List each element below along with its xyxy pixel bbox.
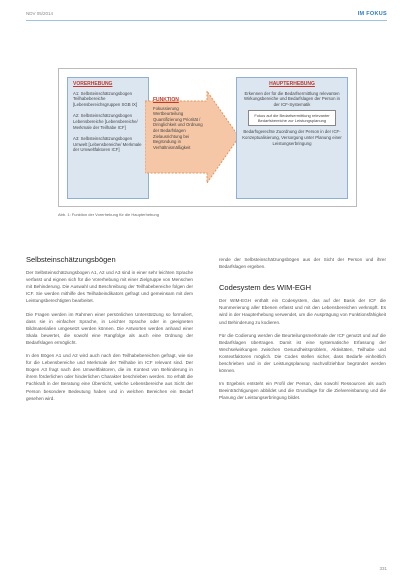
header-issue: NDV 05/2014	[26, 11, 54, 16]
right-paragraph: Für die Codierung werden die Beurteilungsmerkmale der ICF genutzt und auf die Bedarfslagen übertragen. Damit ist eine systematische Erfassung der Wechselwirkungen zwischen Gesundheitsproblem, Aktivitäten, Teilhabe und Kontextfaktoren möglich. Die Codes stellen sicher, dass Bedarfe einheitlich beschrieben und in der Leistungsplanung nachvollziehbar begründet werden können.	[219, 332, 386, 374]
haupterhebung-text-bottom: Bedarfsgerechte Zuordnung der Person in der ICF-Konzeptualisierung, Versorgung unter Planung einer Leistungserbringung	[242, 129, 342, 146]
vorerhebung-box	[67, 77, 149, 199]
funktion-title: FUNKTION	[153, 97, 179, 103]
vorerhebung-title: VORERHEBUNG	[73, 81, 113, 87]
funktion-content	[149, 95, 209, 179]
right-column	[219, 256, 386, 408]
left-paragraph: Die Fragen werden im Rahmen einer persönlichen Unterstützung so formuliert, dass sie in einfacher Sprache, in Leichter Sprache oder in geeigneten Bildmaterialien umgesetzt werden können. Die Antworten werden anhand einer Skala bewertet, die sowohl eine Rangfolge als auch eine Ordnung der Bedarfslagen ermöglicht.	[26, 311, 193, 345]
figure	[58, 68, 357, 207]
haupterhebung-title: HAUPTERHEBUNG	[269, 81, 315, 87]
left-paragraph: In den Bögen A1 und A2 wird auch nach den Teilhabebereichen gefragt, wie sie für die Lebensbereiche und Merkmale der Teilhabe im ICF relevant sind. Der Bogen A3 fragt nach den Umweltfaktoren, die im Kontext von Behinderung in ihrem förderlichen oder hinderlichen Charakter beschrieben werden. So erhält die Fachkraft in der Beratung eine Übersicht, welche Lebensbereiche aus Sicht der Person besondere Bedeutung haben und in welchen Bereichen ein Bedarf gesehen wird.	[26, 353, 193, 401]
haupterhebung-inner-box: Fokus auf die Bedarfsermittlung relevanter Bedarfsbereiche zur Leistungsplanung	[248, 110, 336, 126]
vorerhebung-item: A3: Selbsteinschätzungsbogen Umwelt [Lebensbereiche/ Merkmale der Umweltfaktoren ICF]	[73, 136, 142, 153]
funktion-arrow	[145, 91, 241, 183]
haupterhebung-box	[236, 77, 348, 199]
haupterhebung-text-top: Erkennen der für die Bedarfsermittlung relevanten Wirkungsbereiche und Bedarfslagen der Person in der ICF-Systematik	[243, 90, 341, 107]
header-section: IM FOKUS	[357, 11, 387, 17]
page-number: 331	[379, 566, 387, 571]
figure-caption: Abb. 1: Funktion der Vorerhebung für die Haupterhebung	[58, 212, 159, 217]
right-paragraph: Der WIM-EGH enthält ein Codesystem, das auf der Basis der ICF die Nummerierung aller Ebenen erfasst und mit den Lebensbereichen verknüpft. Es wird in der Haupterhebung verwendet, um die Ausprägung von Funktionsfähigkeit und Behinderung zu kodieren.	[219, 298, 386, 325]
left-heading: Selbsteinschätzungsbögen	[26, 255, 116, 264]
left-paragraph: Der Selbsteinschätzungsbogen A1, A2 und A3 sind in einer sehr leichten Sprache verfasst und eignen sich für die Vorerhebung mit einer Zielgruppe von Menschen mit Behinderung. Die Auswahl und Beschreibung der Teilhabebereiche folgen der ICF. Sie werden mithilfe des Teilhabeindikators gefragt und gemeinsam mit dem Leistungsberechtigten bearbeitet.	[26, 270, 193, 304]
vorerhebung-item: A2: Selbsteinschätzungsbogen Lebensbereiche [Lebensbereiche/ Merkmale der Teilhabe ICF]	[73, 113, 138, 130]
vorerhebung-item: A1: Selbsteinschätzungsbogen Teilhabebereiche [Lebensbereichsgruppen SGB IX]	[73, 90, 138, 107]
header-rule	[26, 20, 387, 21]
right-paragraph: Im Ergebnis entsteht ein Profil der Person, das sowohl Ressourcen als auch Beeinträchtigungen abbildet und die Grundlage für die Zielvereinbarung und die Planung der Leistungserbringung bildet.	[219, 381, 386, 401]
right-intro: rende der Selbsteinschätzungsbögen aus der Sicht der Person und ihrer Bedarfslagen ergeben.	[219, 257, 386, 270]
right-heading: Codesystem des WIM-EGH	[219, 283, 312, 293]
left-column	[26, 256, 193, 408]
funktion-text: Fokussierung Wertbeurteilung Quantifizierung Priorität / Dringlichkeit und Ordnung der Bedarfslagen Zielausrichtung bei Begründung in Verhältnismäßigkeit	[153, 105, 203, 150]
